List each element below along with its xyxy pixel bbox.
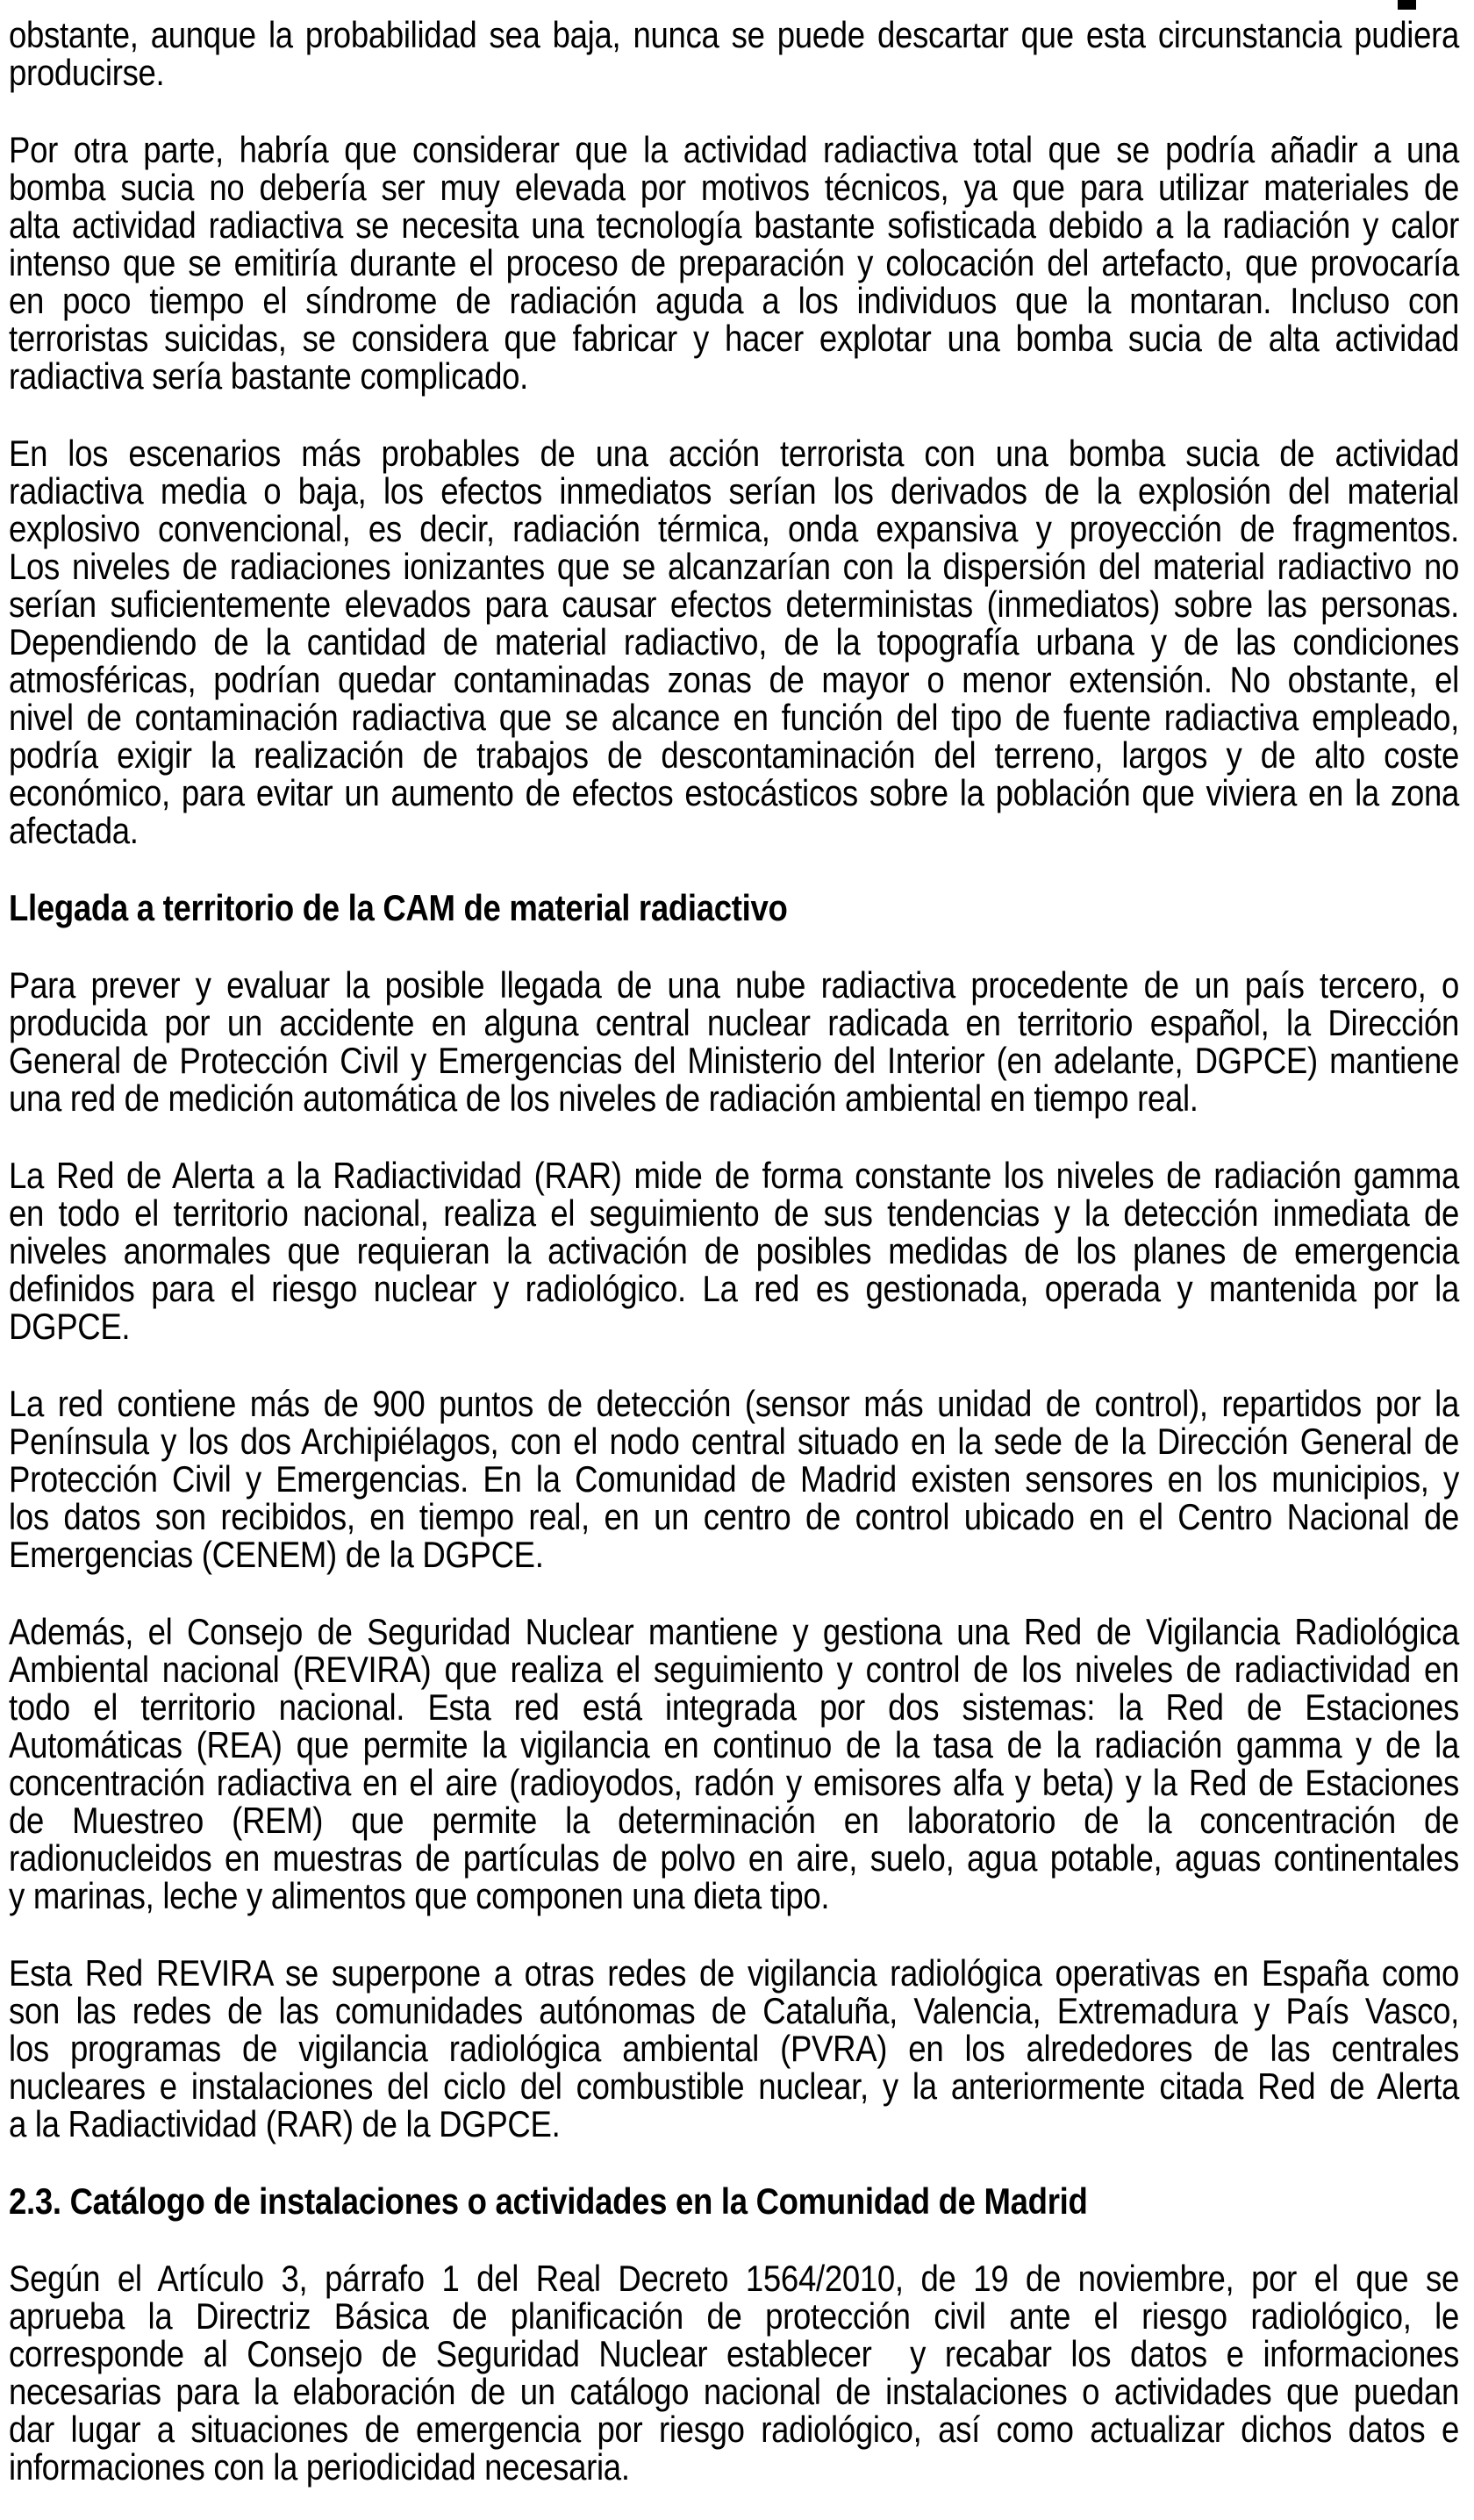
text-line: Para prever y evaluar la posible llegada de una nube radiactiva procedente de un país tercero, o [9, 964, 1459, 1006]
text-line: alta actividad radiactiva se necesita una tecnología bastante sofisticada debido a la radiación y calor [9, 204, 1459, 246]
text-line: DGPCE. [9, 1306, 131, 1347]
text-line: producirse. [9, 52, 165, 93]
section-heading: Llegada a territorio de la CAM de material radiactivo [9, 887, 788, 928]
text-line: en todo el territorio nacional, realiza el seguimiento de sus tendencias y la detección inmediata de [9, 1192, 1459, 1234]
text-line: podría exigir la realización de trabajos de descontaminación del terreno, largos y de alto coste [9, 734, 1459, 776]
text-line: una red de medición automática de los niveles de radiación ambiental en tiempo real. [9, 1077, 1199, 1119]
paragraph [9, 434, 1459, 849]
text-line: Emergencias (CENEM) de la DGPCE. [9, 1534, 544, 1575]
text-line: atmosféricas, podrían quedar contaminadas zonas de mayor o menor extensión. No obstante, el [9, 659, 1459, 700]
scan-artifact [1398, 0, 1416, 10]
text-line: Esta Red REVIRA se superpone a otras redes de vigilancia radiológica operativas en España como [9, 1952, 1459, 1994]
text-line: informaciones con la periodicidad necesaria. [9, 2446, 630, 2488]
text-line: bomba sucia no debería ser muy elevada por motivos técnicos, ya que para utilizar materiales de [9, 167, 1459, 208]
paragraph [9, 16, 1459, 91]
text-line: aprueba la Directriz Básica de planificación de protección civil ante el riesgo radiológico, le [9, 2295, 1459, 2337]
text-line: explosivo convencional, es decir, radiación térmica, onda expansiva y proyección de fragmentos. [9, 508, 1459, 549]
text-line: concentración radiactiva en el aire (radioyodos, radón y emisores alfa y beta) y la Red de Estaciones [9, 1762, 1459, 1803]
text-line: Protección Civil y Emergencias. En la Comunidad de Madrid existen sensores en los municipios, y [9, 1458, 1459, 1500]
text-line: La Red de Alerta a la Radiactividad (RAR) mide de forma constante los niveles de radiación gamma [9, 1155, 1459, 1196]
text-line: Península y los dos Archipiélagos, con el nodo central situado en la sede de la Dirección General de [9, 1421, 1459, 1462]
paragraph [9, 131, 1459, 395]
paragraph [9, 1954, 1459, 2143]
text-line: La red contiene más de 900 puntos de detección (sensor más unidad de control), repartidos por la [9, 1383, 1459, 1424]
text-line: niveles anormales que requieran la activación de posibles medidas de los planes de emergencia [9, 1230, 1459, 1271]
text-line: producida por un accidente en alguna central nuclear radicada en territorio español, la Dirección [9, 1002, 1459, 1043]
text-line: Los niveles de radiaciones ionizantes que se alcanzarían con la dispersión del material radiactivo no [9, 546, 1459, 587]
text-line: obstante, aunque la probabilidad sea baja, nunca se puede descartar que esta circunstancia pudiera [9, 14, 1459, 55]
text-line: definidos para el riesgo nuclear y radiológico. La red es gestionada, operada y mantenida por la [9, 1268, 1459, 1309]
text-line: económico, para evitar un aumento de efectos estocásticos sobre la población que viviera en la zona [9, 772, 1459, 813]
text-line: son las redes de las comunidades autónomas de Cataluña, Valencia, Extremadura y País Vasco, [9, 1990, 1459, 2031]
text-line: y marinas, leche y alimentos que componen una dieta tipo. [9, 1875, 830, 1916]
text-line: los datos son recibidos, en tiempo real, en un centro de control ubicado en el Centro Nacional de [9, 1496, 1459, 1537]
document-text [9, 16, 1459, 2520]
paragraph [9, 2259, 1459, 2486]
text-line: terroristas suicidas, se considera que fabricar y hacer explotar una bomba sucia de alta actividad [9, 318, 1459, 359]
text-line: radionucleidos en muestras de partículas de polvo en aire, suelo, agua potable, aguas continentales [9, 1837, 1459, 1879]
text-line: a la Radiactividad (RAR) de la DGPCE. [9, 2103, 561, 2144]
text-line: los programas de vigilancia radiológica ambiental (PVRA) en los alrededores de las centrales [9, 2028, 1459, 2069]
paragraph [9, 966, 1459, 1117]
text-line: serían suficientemente elevados para causar efectos deterministas (inmediatos) sobre las personas. [9, 583, 1459, 625]
text-line: dar lugar a situaciones de emergencia por riesgo radiológico, así como actualizar dichos datos e [9, 2409, 1459, 2450]
text-line: radiactiva media o baja, los efectos inmediatos serían los derivados de la explosión del material [9, 470, 1459, 512]
text-line: de Muestreo (REM) que permite la determinación en laboratorio de la concentración de [9, 1800, 1459, 1841]
paragraph [9, 1385, 1459, 1573]
text-line: radiactiva sería bastante complicado. [9, 355, 528, 397]
text-line: nucleares e instalaciones del ciclo del combustible nuclear, y la anteriormente citada Red de Alerta [9, 2065, 1459, 2107]
text-line: Automáticas (REA) que permite la vigilancia en continuo de la tasa de la radiación gamma y de la [9, 1724, 1459, 1765]
text-line: Dependiendo de la cantidad de material radiactivo, de la topografía urbana y de las condiciones [9, 621, 1459, 662]
text-line: General de Protección Civil y Emergencias del Ministerio del Interior (en adelante, DGPCE) mantiene [9, 1040, 1459, 1081]
text-line: necesarias para la elaboración de un catálogo nacional de instalaciones o actividades que puedan [9, 2371, 1459, 2412]
text-line: en poco tiempo el síndrome de radiación aguda a los individuos que la montaran. Incluso con [9, 280, 1459, 321]
text-line: nivel de contaminación radiactiva que se alcance en función del tipo de fuente radiactiva empleado, [9, 697, 1459, 738]
section-heading: 2.3. Catálogo de instalaciones o actividades en la Comunidad de Madrid [9, 2180, 1088, 2222]
text-line: Además, el Consejo de Seguridad Nuclear mantiene y gestiona una Red de Vigilancia Radiológica [9, 1611, 1459, 1652]
paragraph [9, 1613, 1459, 1915]
text-line: corresponde al Consejo de Seguridad Nuclear establecer y recabar los datos e informaciones [9, 2333, 1459, 2374]
paragraph [9, 1156, 1459, 1345]
text-line: Ambiental nacional (REVIRA) que realiza el seguimiento y control de los niveles de radiactividad en [9, 1649, 1459, 1690]
text-line: intenso que se emitiría durante el proceso de preparación y colocación del artefacto, que provocaría [9, 242, 1459, 283]
text-line: afectada. [9, 810, 139, 851]
text-line: Según el Artículo 3, párrafo 1 del Real Decreto 1564/2010, de 19 de noviembre, por el que se [9, 2258, 1459, 2299]
text-line: En los escenarios más probables de una acción terrorista con una bomba sucia de actividad [9, 433, 1459, 474]
text-line: todo el territorio nacional. Esta red está integrada por dos sistemas: la Red de Estaciones [9, 1686, 1459, 1728]
text-line: Por otra parte, habría que considerar que la actividad radiactiva total que se podría añadir a una [9, 129, 1459, 170]
